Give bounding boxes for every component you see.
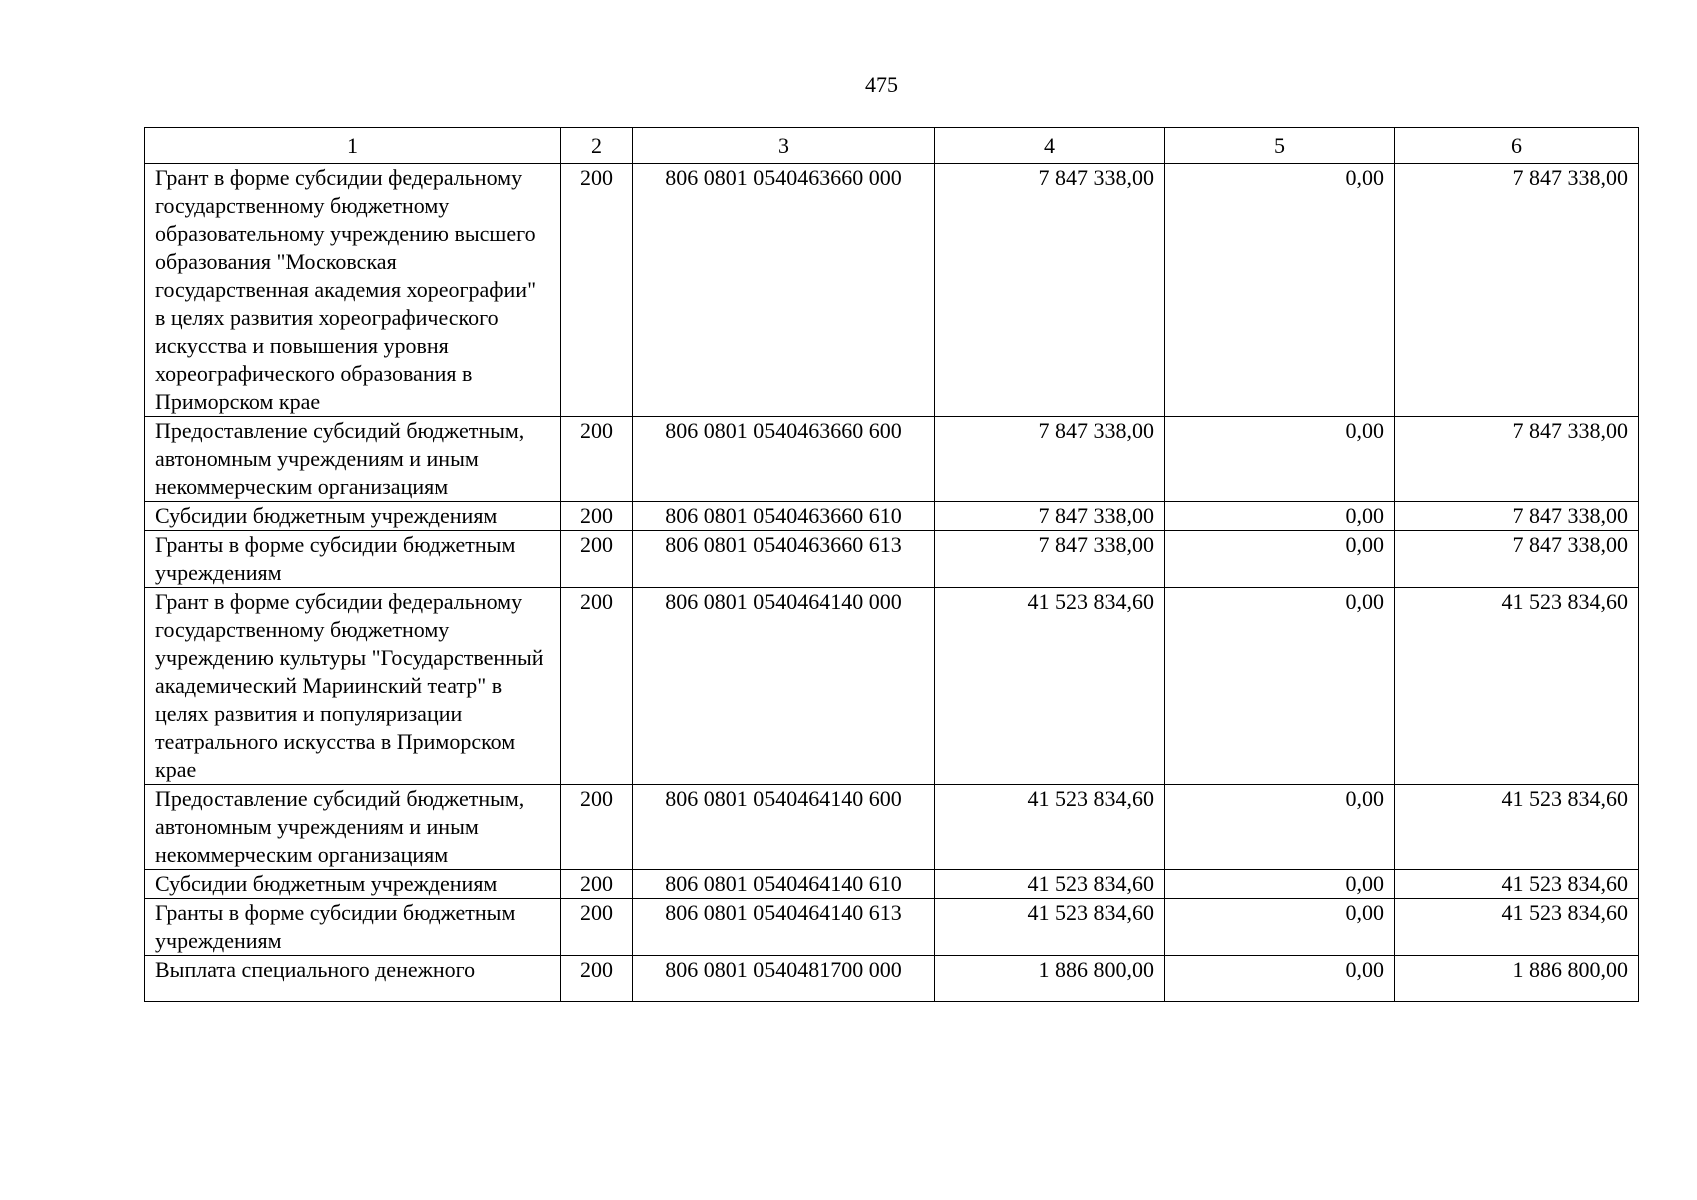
admin-code-cell: 200 — [561, 870, 633, 899]
table-row — [145, 899, 1639, 956]
table-row — [145, 164, 1639, 417]
admin-code-cell: 200 — [561, 956, 633, 1002]
amount-col4-cell: 1 886 800,00 — [935, 956, 1165, 1002]
row-name-cell: Выплата специального денежного — [145, 956, 561, 1002]
amount-col6-cell: 1 886 800,00 — [1395, 956, 1639, 1002]
column-header: 4 — [935, 128, 1165, 164]
amount-col6-cell: 41 523 834,60 — [1395, 785, 1639, 870]
column-header: 6 — [1395, 128, 1639, 164]
amount-col5-cell: 0,00 — [1165, 899, 1395, 956]
amount-col4-cell: 7 847 338,00 — [935, 164, 1165, 417]
row-name-cell: Грант в форме субсидии федеральному государственному бюджетному образовательному учреждению высшего образования "Московская государственная академия хореографии" в целях развития хореографического искусства и повышения уровня хореографического образования в Приморском крае — [145, 164, 561, 417]
amount-col4-cell: 7 847 338,00 — [935, 531, 1165, 588]
amount-col4-cell: 41 523 834,60 — [935, 785, 1165, 870]
amount-col4-cell: 41 523 834,60 — [935, 870, 1165, 899]
amount-col4-cell: 41 523 834,60 — [935, 899, 1165, 956]
admin-code-cell: 200 — [561, 531, 633, 588]
table-row — [145, 588, 1639, 785]
budget-code-cell: 806 0801 0540463660 613 — [633, 531, 935, 588]
amount-col5-cell: 0,00 — [1165, 502, 1395, 531]
admin-code-cell: 200 — [561, 588, 633, 785]
table-row — [145, 531, 1639, 588]
column-header: 1 — [145, 128, 561, 164]
amount-col6-cell: 41 523 834,60 — [1395, 870, 1639, 899]
column-header: 2 — [561, 128, 633, 164]
budget-table — [144, 127, 1639, 1002]
row-name-cell: Предоставление субсидий бюджетным, автономным учреждениям и иным некоммерческим организациям — [145, 785, 561, 870]
page-number: 475 — [865, 72, 898, 97]
table-row — [145, 785, 1639, 870]
amount-col5-cell: 0,00 — [1165, 417, 1395, 502]
table-row — [145, 956, 1639, 1002]
row-name-cell: Гранты в форме субсидии бюджетным учреждениям — [145, 899, 561, 956]
amount-col5-cell: 0,00 — [1165, 531, 1395, 588]
amount-col5-cell: 0,00 — [1165, 870, 1395, 899]
amount-col6-cell: 7 847 338,00 — [1395, 531, 1639, 588]
amount-col5-cell: 0,00 — [1165, 164, 1395, 417]
admin-code-cell: 200 — [561, 899, 633, 956]
amount-col6-cell: 41 523 834,60 — [1395, 588, 1639, 785]
table-row — [145, 870, 1639, 899]
budget-code-cell: 806 0801 0540464140 613 — [633, 899, 935, 956]
amount-col4-cell: 7 847 338,00 — [935, 502, 1165, 531]
budget-code-cell: 806 0801 0540463660 600 — [633, 417, 935, 502]
amount-col5-cell: 0,00 — [1165, 588, 1395, 785]
column-header: 5 — [1165, 128, 1395, 164]
budget-code-cell: 806 0801 0540463660 610 — [633, 502, 935, 531]
amount-col6-cell: 7 847 338,00 — [1395, 164, 1639, 417]
budget-code-cell: 806 0801 0540464140 000 — [633, 588, 935, 785]
admin-code-cell: 200 — [561, 417, 633, 502]
admin-code-cell: 200 — [561, 502, 633, 531]
amount-col5-cell: 0,00 — [1165, 956, 1395, 1002]
row-name-cell: Предоставление субсидий бюджетным, автономным учреждениям и иным некоммерческим организациям — [145, 417, 561, 502]
table-row — [145, 417, 1639, 502]
budget-code-cell: 806 0801 0540464140 600 — [633, 785, 935, 870]
amount-col6-cell: 7 847 338,00 — [1395, 502, 1639, 531]
row-name-cell: Субсидии бюджетным учреждениям — [145, 870, 561, 899]
table-header-row — [145, 128, 1639, 164]
budget-code-cell: 806 0801 0540463660 000 — [633, 164, 935, 417]
row-name-cell: Грант в форме субсидии федеральному государственному бюджетному учреждению культуры "Государственный академический Мариинский театр" в целях развития и популяризации театрального искусства в Приморском крае — [145, 588, 561, 785]
column-header: 3 — [633, 128, 935, 164]
row-name-cell: Субсидии бюджетным учреждениям — [145, 502, 561, 531]
admin-code-cell: 200 — [561, 164, 633, 417]
amount-col4-cell: 7 847 338,00 — [935, 417, 1165, 502]
budget-code-cell: 806 0801 0540481700 000 — [633, 956, 935, 1002]
admin-code-cell: 200 — [561, 785, 633, 870]
budget-code-cell: 806 0801 0540464140 610 — [633, 870, 935, 899]
amount-col5-cell: 0,00 — [1165, 785, 1395, 870]
amount-col6-cell: 7 847 338,00 — [1395, 417, 1639, 502]
amount-col6-cell: 41 523 834,60 — [1395, 899, 1639, 956]
row-name-cell: Гранты в форме субсидии бюджетным учреждениям — [145, 531, 561, 588]
table-row — [145, 502, 1639, 531]
amount-col4-cell: 41 523 834,60 — [935, 588, 1165, 785]
